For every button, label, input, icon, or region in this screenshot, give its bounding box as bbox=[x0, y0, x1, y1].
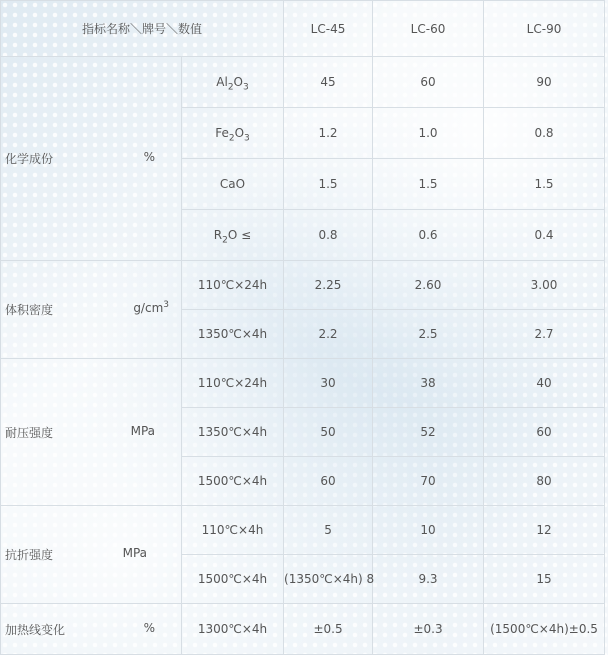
condition-cell: 1500℃×4h bbox=[182, 457, 284, 506]
condition-cell: $Fe_2O_3$ bbox=[182, 108, 284, 159]
value-cell: 80 bbox=[484, 457, 605, 506]
condition-cell: $R_2O$ ≤ bbox=[182, 210, 284, 261]
value-cell: 60 bbox=[484, 408, 605, 457]
group-name: 抗折强度 bbox=[5, 548, 54, 562]
value-cell: ±0.5 bbox=[284, 604, 373, 655]
condition-cell: 1350℃×4h bbox=[182, 310, 284, 359]
group-unit: $g/cm^3$ bbox=[133, 300, 169, 315]
table-row bbox=[1, 506, 605, 555]
value-cell: 2.60 bbox=[373, 261, 484, 310]
condition-cell: $Al_2O_3$ bbox=[182, 57, 284, 108]
table-row bbox=[1, 57, 605, 108]
value-cell: 52 bbox=[373, 408, 484, 457]
header-row bbox=[1, 1, 605, 57]
value-cell: 1.5 bbox=[373, 159, 484, 210]
group-name: 化学成份 bbox=[5, 152, 54, 166]
group-name: 体积密度 bbox=[5, 303, 54, 317]
value-cell: 3.00 bbox=[484, 261, 605, 310]
group-chem bbox=[1, 57, 182, 261]
condition-cell: 110℃×24h bbox=[182, 261, 284, 310]
condition-cell: 1300℃×4h bbox=[182, 604, 284, 655]
condition-cell: 110℃×24h bbox=[182, 359, 284, 408]
condition-cell: 1500℃×4h bbox=[182, 555, 284, 604]
value-cell: 2.7 bbox=[484, 310, 605, 359]
condition-cell: CaO bbox=[182, 159, 284, 210]
table-row bbox=[1, 359, 605, 408]
value-cell: (1350℃×4h) 8 bbox=[284, 555, 373, 604]
group-unit: % bbox=[143, 620, 155, 635]
group-unit: % bbox=[143, 150, 155, 164]
value-cell: 60 bbox=[373, 57, 484, 108]
group-linear bbox=[1, 604, 182, 655]
value-cell: 40 bbox=[484, 359, 605, 408]
value-cell: 45 bbox=[284, 57, 373, 108]
table-row bbox=[1, 261, 605, 310]
value-cell: 0.8 bbox=[284, 210, 373, 261]
value-cell: 0.6 bbox=[373, 210, 484, 261]
group-flexural bbox=[1, 506, 182, 604]
value-cell: 1.5 bbox=[484, 159, 605, 210]
value-cell: 5 bbox=[284, 506, 373, 555]
value-cell: 90 bbox=[484, 57, 605, 108]
group-compressive bbox=[1, 359, 182, 506]
value-cell: 2.25 bbox=[284, 261, 373, 310]
value-cell: (1500℃×4h)±0.5 bbox=[484, 604, 605, 655]
value-cell: 9.3 bbox=[373, 555, 484, 604]
value-cell: 38 bbox=[373, 359, 484, 408]
header-lc45: LC-45 bbox=[284, 1, 373, 57]
value-cell: 10 bbox=[373, 506, 484, 555]
value-cell: 1.0 bbox=[373, 108, 484, 159]
value-cell: 30 bbox=[284, 359, 373, 408]
value-cell: 70 bbox=[373, 457, 484, 506]
value-cell: 1.5 bbox=[284, 159, 373, 210]
header-lc60: LC-60 bbox=[373, 1, 484, 57]
table-row bbox=[1, 604, 605, 655]
group-density bbox=[1, 261, 182, 359]
value-cell: 0.4 bbox=[484, 210, 605, 261]
header-lc90: LC-90 bbox=[484, 1, 605, 57]
group-name: 耐压强度 bbox=[5, 425, 54, 440]
group-name: 加热线变化 bbox=[5, 622, 66, 637]
value-cell: 2.2 bbox=[284, 310, 373, 359]
group-unit: MPa bbox=[130, 423, 155, 438]
value-cell: 2.5 bbox=[373, 310, 484, 359]
value-cell: ±0.3 bbox=[373, 604, 484, 655]
value-cell: 60 bbox=[284, 457, 373, 506]
value-cell: 1.2 bbox=[284, 108, 373, 159]
value-cell: 12 bbox=[484, 506, 605, 555]
value-cell: 15 bbox=[484, 555, 605, 604]
condition-cell: 1350℃×4h bbox=[182, 408, 284, 457]
value-cell: 0.8 bbox=[484, 108, 605, 159]
value-cell: 50 bbox=[284, 408, 373, 457]
group-unit: MPa bbox=[122, 546, 147, 560]
condition-cell: 110℃×4h bbox=[182, 506, 284, 555]
header-label: 指标名称＼牌号＼数值 bbox=[1, 1, 284, 57]
